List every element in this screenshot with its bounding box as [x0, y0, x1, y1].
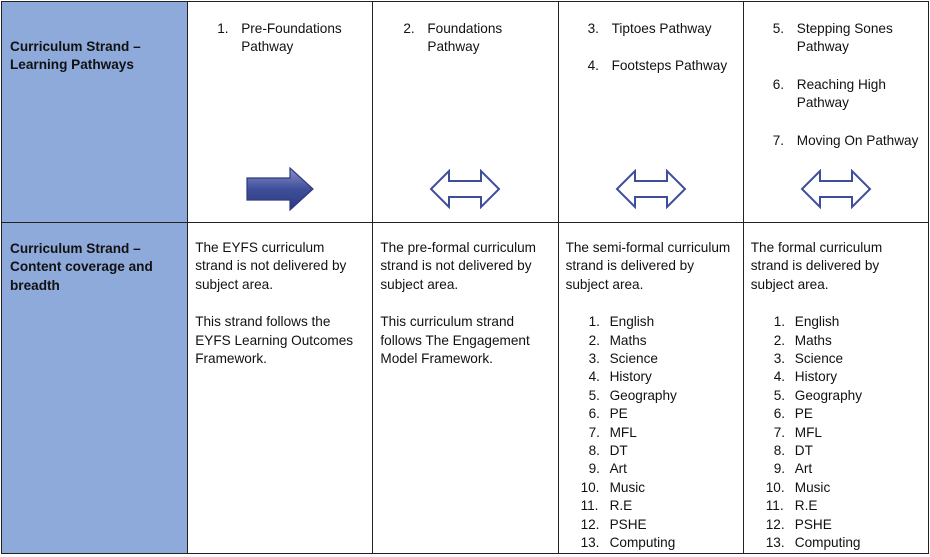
subject-list-semi-formal [566, 313, 735, 552]
content-paragraph: The semi-formal curriculum strand is delivered by subject area. [565, 240, 731, 292]
subject-name: PSHE [609, 516, 647, 532]
subject-list-item [751, 460, 920, 478]
subject-number: 2. [773, 332, 786, 348]
subject-number: 4. [588, 369, 600, 385]
subject-name: History [794, 369, 838, 385]
subject-number: 12. [765, 516, 785, 532]
subject-number: 9. [773, 461, 786, 477]
subject-list-item [566, 368, 735, 386]
subject-list-item [566, 534, 735, 552]
subject-number: 1. [588, 314, 600, 330]
learning-pathways-row [2, 2, 929, 223]
subject-number: 2. [588, 332, 600, 348]
subject-name: Maths [609, 332, 647, 348]
subject-list-item [751, 313, 920, 331]
subject-name: MFL [609, 424, 637, 440]
row-heading-learning-pathways [2, 2, 188, 223]
content-coverage-row [2, 223, 929, 554]
content-paragraph: The formal curriculum strand is delivered by subject area. [750, 240, 883, 292]
subject-list-item [751, 387, 920, 405]
row-heading-text: Curriculum Strand – Learning Pathways [10, 39, 141, 73]
subject-name: Music [609, 479, 646, 495]
subject-name: Music [794, 479, 831, 495]
subject-name: Art [609, 461, 627, 477]
subject-name: Geography [609, 387, 677, 403]
subject-name: R.E [794, 498, 818, 514]
list-item: 2. Foundations Pathway [403, 21, 503, 55]
subject-name: PE [794, 406, 813, 422]
subject-list-item [566, 460, 735, 478]
subject-number: 7. [773, 424, 786, 440]
subject-list-item [566, 405, 735, 423]
subject-number: 1. [773, 314, 786, 330]
subject-number: 11. [765, 498, 784, 514]
subject-number: 4. [773, 369, 786, 385]
subject-list-item [751, 350, 920, 368]
pathway-cell-4 [743, 2, 928, 223]
subject-number: 8. [773, 443, 786, 459]
subject-number: 8. [588, 443, 600, 459]
subject-name: MFL [794, 424, 822, 440]
pathway-cell-3 [558, 2, 743, 223]
subject-list-item [566, 479, 735, 497]
list-item: 1. Pre-Foundations Pathway [217, 21, 342, 55]
subject-name: PSHE [794, 516, 832, 532]
subject-list-formal [751, 313, 920, 552]
pathway-cell-2 [373, 2, 558, 223]
subject-name: Science [609, 351, 658, 367]
subject-name: Science [794, 351, 844, 367]
subject-name: DT [609, 443, 628, 459]
curriculum-table [1, 1, 929, 554]
pathway-list-2 [403, 20, 549, 57]
subject-name: Computing [609, 535, 676, 551]
subject-list-item [751, 516, 920, 534]
subject-number: 10. [580, 479, 600, 495]
subject-list-item [751, 442, 920, 460]
subject-number: 6. [773, 406, 786, 422]
row-heading-content-coverage [2, 223, 188, 554]
subject-number: 11. [580, 498, 599, 514]
double-arrow-icon [615, 169, 687, 209]
subject-list-item [566, 516, 735, 534]
content-cell-1 [188, 223, 373, 554]
subject-name: PE [609, 406, 628, 422]
subject-number: 5. [773, 387, 786, 403]
subject-list-item [751, 332, 920, 350]
subject-list-item [566, 424, 735, 442]
double-arrow-icon [800, 169, 872, 209]
subject-list-item [751, 479, 920, 497]
content-cell-2 [373, 223, 558, 554]
subject-name: History [609, 369, 652, 385]
subject-number: 7. [588, 424, 600, 440]
list-item: 6. Reaching High Pathway [772, 76, 886, 111]
subject-name: Maths [794, 332, 832, 348]
list-item: 4. Footsteps Pathway [587, 58, 728, 74]
subject-list-item [751, 424, 920, 442]
content-cell-3 [558, 223, 743, 554]
subject-list-item [566, 387, 735, 405]
subject-name: Computing [794, 535, 861, 551]
subject-list-item [566, 332, 735, 350]
pathway-cell-1 [188, 2, 373, 223]
subject-number: 13. [580, 535, 600, 551]
subject-name: Geography [794, 387, 863, 403]
content-paragraph: The EYFS curriculum strand is not delivered by subject area. [195, 240, 347, 292]
list-item: 5. Stepping Sones Pathway [772, 21, 893, 55]
subject-list-item [751, 534, 920, 552]
content-paragraph: The pre-formal curriculum strand is not delivered by subject area. [380, 240, 536, 292]
content-cell-4 [743, 223, 928, 554]
subject-name: Art [794, 461, 813, 477]
subject-number: 5. [588, 387, 600, 403]
subject-number: 6. [588, 406, 600, 422]
subject-name: DT [794, 443, 813, 459]
subject-number: 10. [765, 479, 785, 495]
subject-number: 12. [580, 516, 600, 532]
subject-number: 9. [588, 461, 600, 477]
right-arrow-icon [245, 167, 315, 211]
pathway-list-4 [773, 20, 924, 150]
subject-name: English [609, 314, 655, 330]
pathway-list-1 [217, 20, 364, 57]
subject-list-item [751, 497, 920, 515]
subject-list-item [566, 350, 735, 368]
subject-list-item [566, 313, 735, 331]
subject-list-item [566, 442, 735, 460]
subject-number: 3. [773, 351, 786, 367]
subject-list-item [566, 497, 735, 515]
subject-name: R.E [609, 498, 633, 514]
content-paragraph: This strand follows the EYFS Learning Outcomes Framework. [195, 314, 354, 367]
list-item: 7. Moving On Pathway [772, 132, 919, 148]
row-heading-text: Curriculum Strand – Content coverage and breadth [10, 241, 153, 293]
subject-list-item [751, 368, 920, 386]
subject-number: 3. [588, 351, 600, 367]
double-arrow-icon [429, 169, 501, 209]
subject-list-item [751, 405, 920, 423]
subject-number: 13. [765, 535, 785, 551]
pathway-list-3 [588, 20, 735, 76]
content-paragraph: This curriculum strand follows The Engagement Model Framework. [380, 314, 530, 367]
list-item: 3. Tiptoes Pathway [587, 21, 712, 36]
subject-name: English [794, 314, 840, 330]
